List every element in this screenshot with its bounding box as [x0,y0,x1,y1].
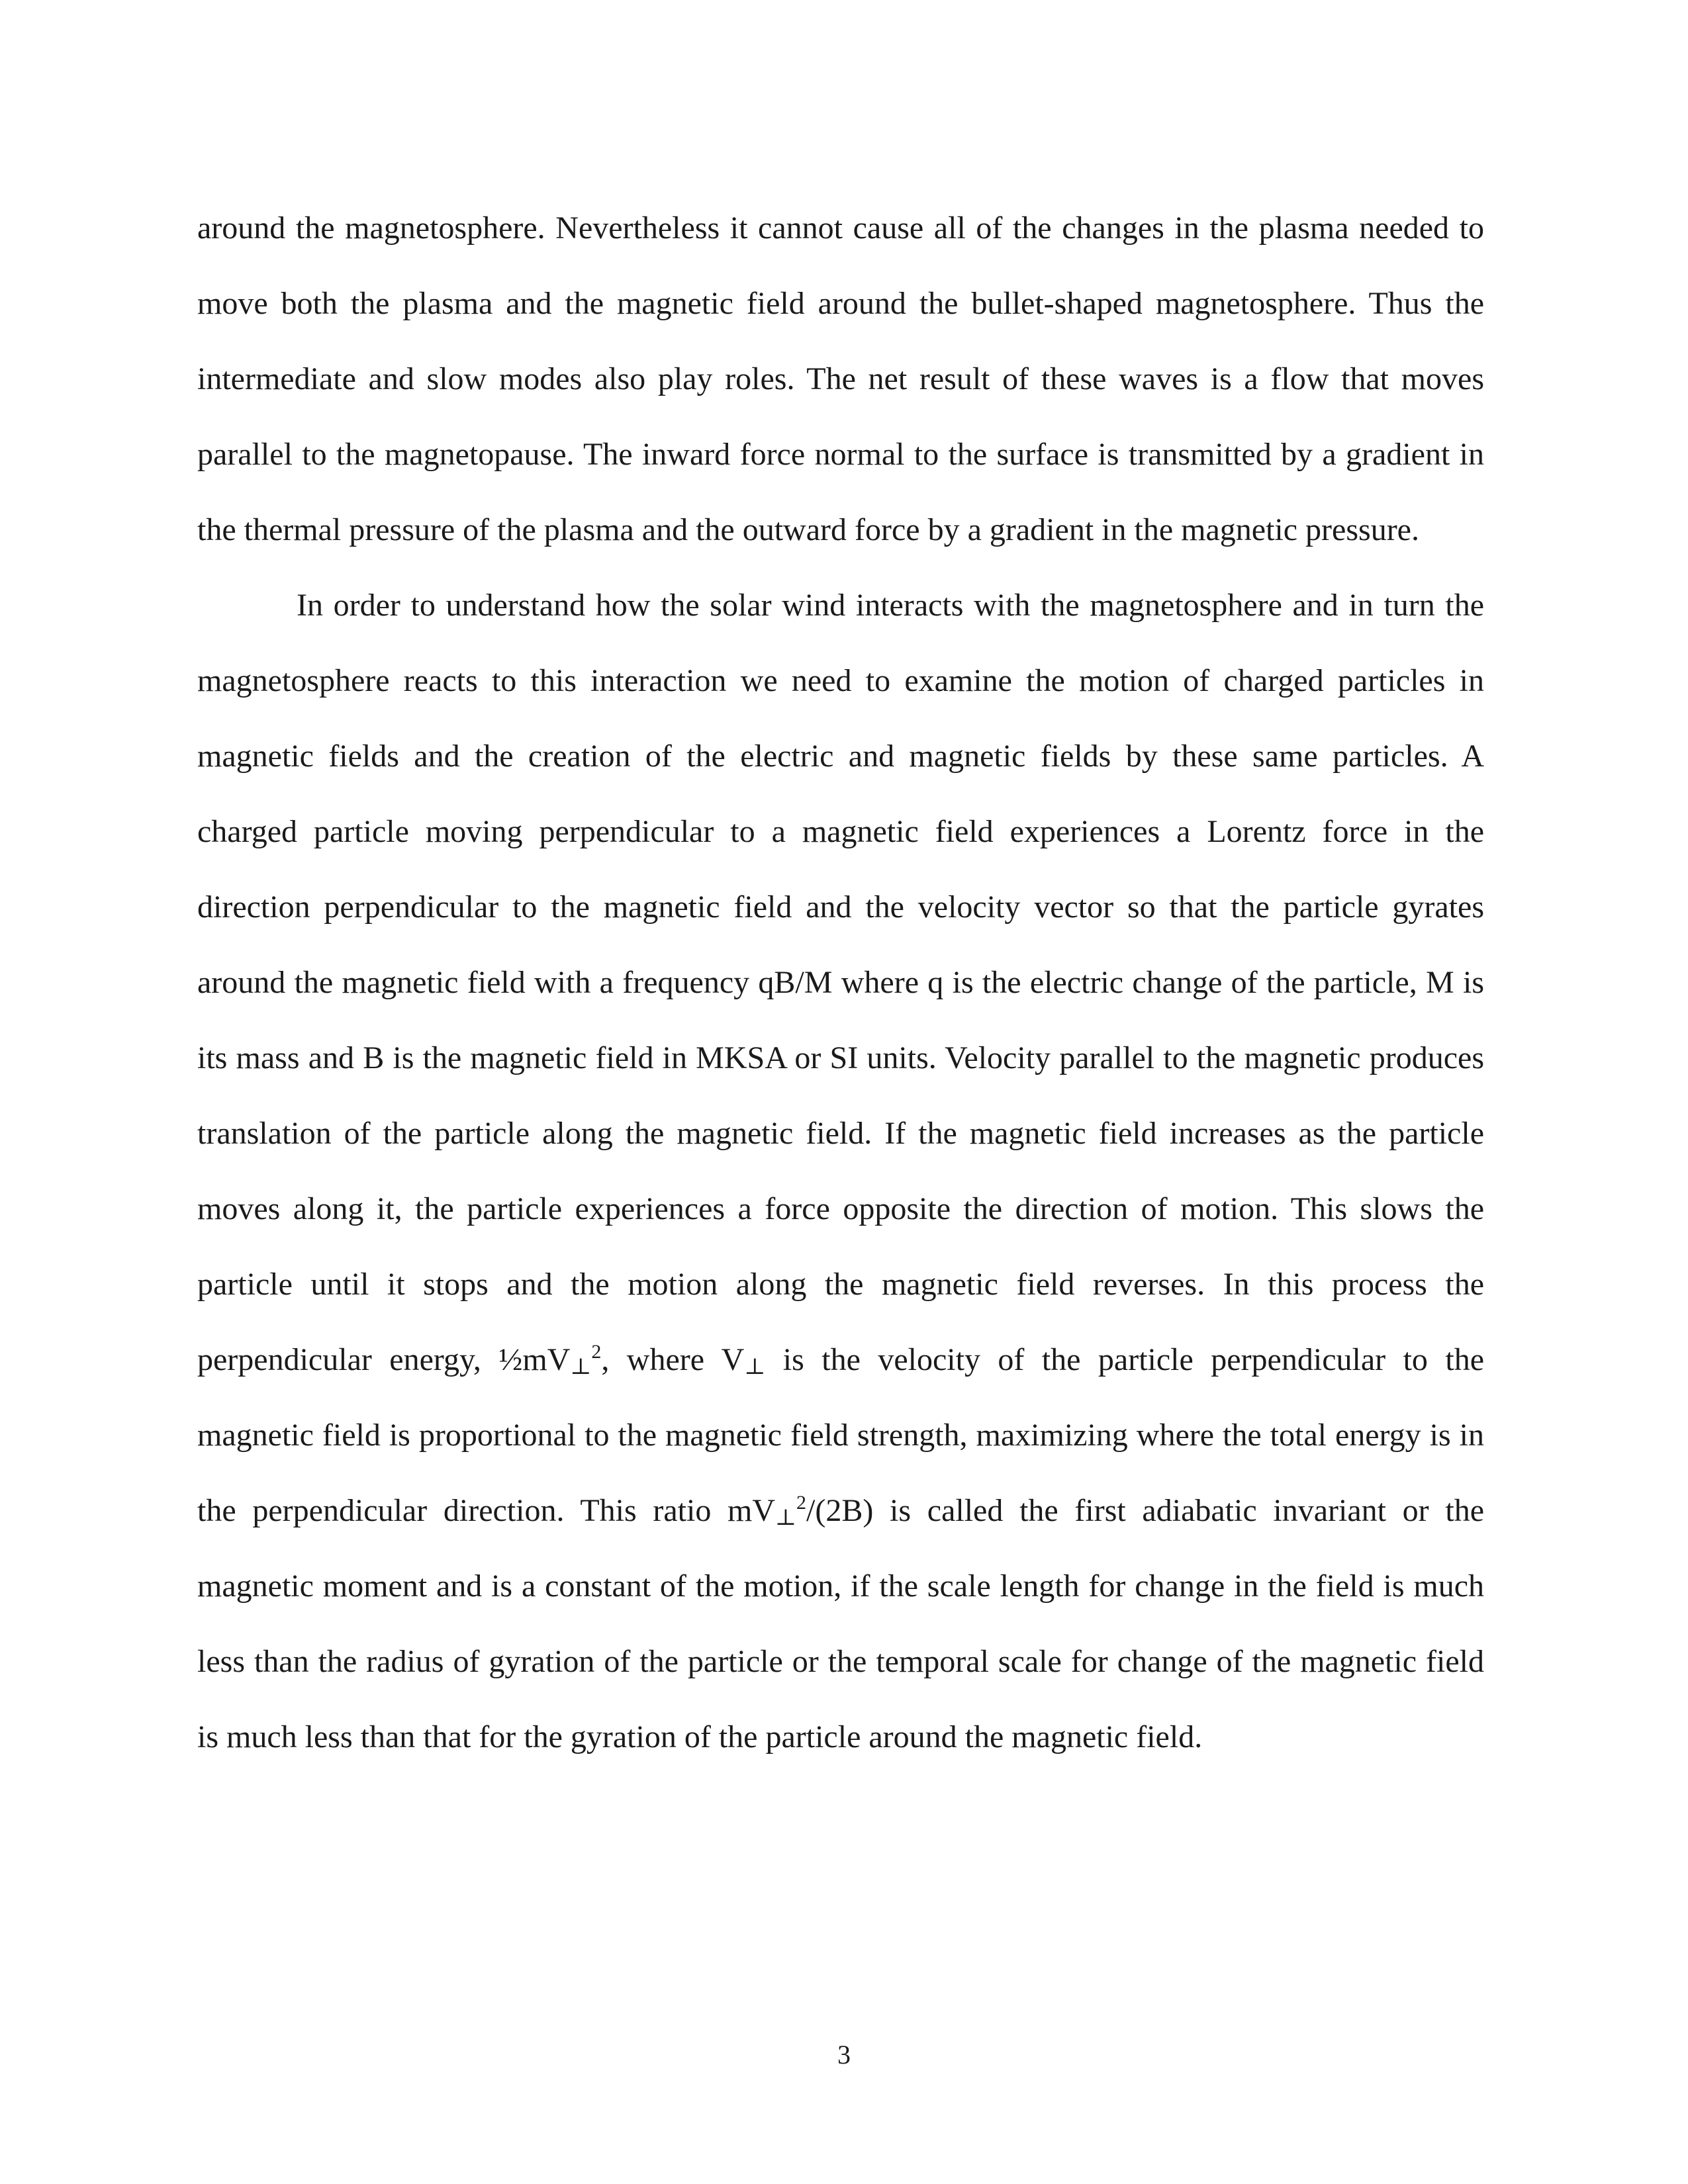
paragraph-2 [197,568,1484,1775]
paragraph-2-text-a: In order to understand how the solar wind interacts with the magnetosphere and in turn the magnetosphere reacts to this interaction we need to examine the motion of charged particles in magnetic fields and the creation of the electric and magnetic fields by these same particles. A charged particle moving perpendicular to a magnetic field experiences a Lorentz force in the direction perpendicular to the magnetic field and the velocity vector so that the particle gyrates around the magnetic field with a frequency qB/M where q is the electric change of the particle, M is its mass and B is the magnetic field in MKSA or SI units. Velocity parallel to the magnetic produces translation of the particle along the magnetic field. If the magnetic field increases as the particle moves along it, the particle experiences a force opposite the direction of motion. This slows the particle until it stops and the motion along the magnetic field reverses. In this process the perpendicular energy, ½mV [197,588,1484,1377]
body-text [197,191,1484,1775]
perpendicular-symbol: ⊥ [570,1355,592,1379]
perpendicular-symbol: ⊥ [775,1506,797,1530]
paragraph-2-text-c: is the velocity of the particle perpendicular to the magnetic field is proportional to the magnetic field strength, maximizing where the total energy is in the perpendicular direction. This ratio mV [197,1342,1485,1528]
superscript-two: 2 [591,1341,602,1363]
paragraph-1: around the magnetosphere. Nevertheless it cannot cause all of the changes in the plasma needed to move both the plasma and the magnetic field around the bullet-shaped magnetosphere. Thus the intermediate and slow modes also play roles. The net result of these waves is a flow that moves parallel to the magnetopause. The inward force normal to the surface is transmitted by a gradient in the thermal pressure of the plasma and the outward force by a gradient in the magnetic pressure. [197,210,1484,547]
superscript-two: 2 [796,1492,807,1514]
paragraph-2-text-b: , where V [601,1342,745,1377]
page-number: 3 [837,2040,851,2070]
paragraph-2-text-d: /(2B) is called the first adiabatic invariant or the magnetic moment and is a constant of the motion, if the scale length for change in the field is much less than the radius of gyration of the particle or the temporal scale for change of the magnetic field is much less than that for the gyration of the particle around the magnetic field. [197,1493,1484,1754]
perpendicular-symbol: ⊥ [744,1355,766,1379]
